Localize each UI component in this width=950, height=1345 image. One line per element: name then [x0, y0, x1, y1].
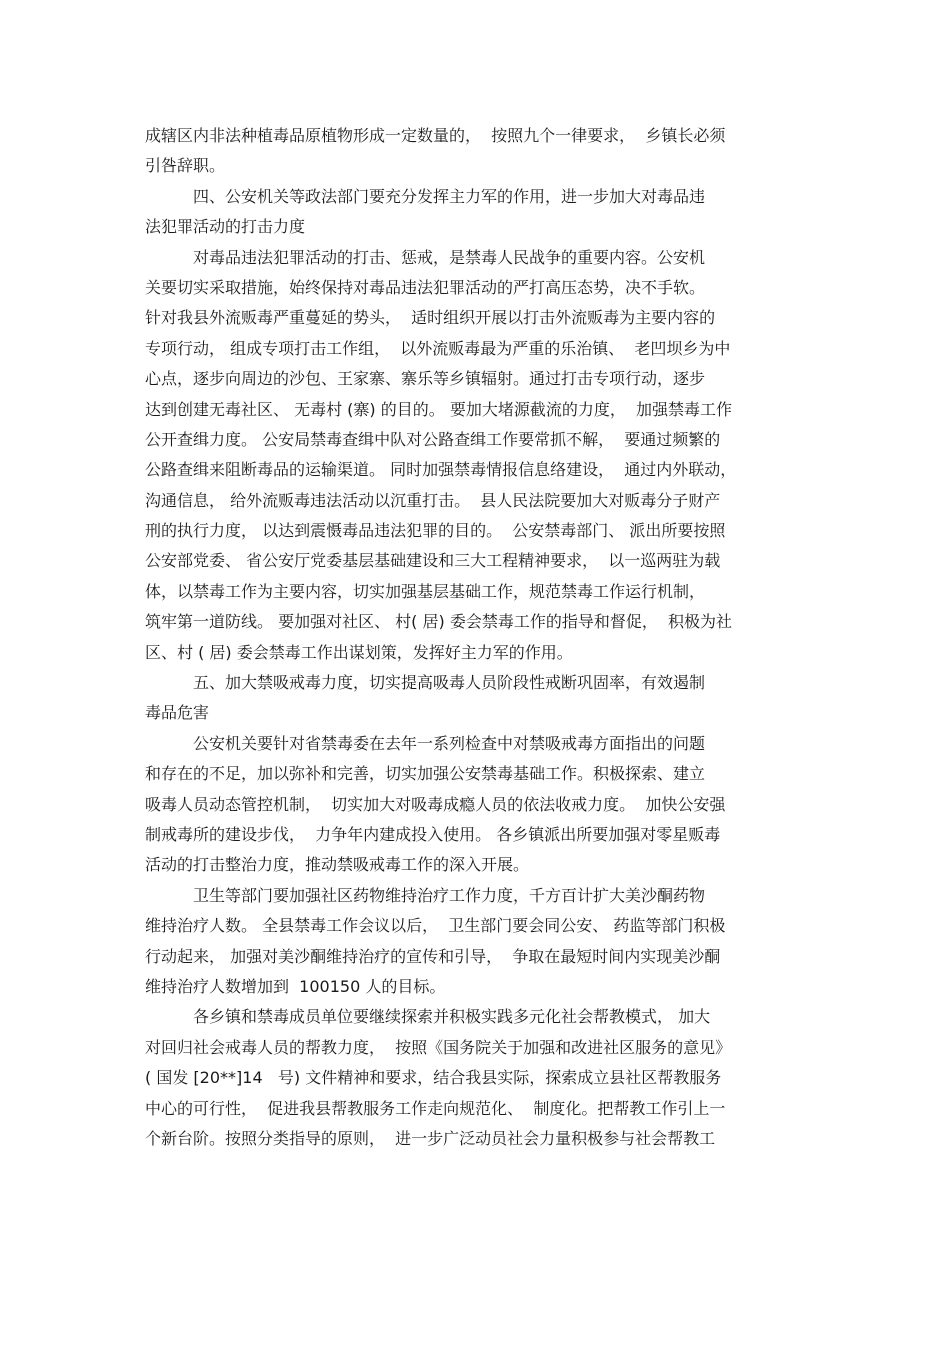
text-line: 活动的打击整治力度，推动禁吸戒毒工作的深入开展。	[145, 855, 530, 875]
text-line: 和存在的不足，加以弥补和完善，切实加强公安禁毒基础工作。积极探索、建立	[145, 764, 706, 784]
text-line: 卫生等部门要加强社区药物维持治疗工作力度，千方百计扩大美沙酮药物	[193, 885, 706, 905]
text-line: 毒品危害	[145, 703, 210, 723]
text-line: 维持治疗人数。 全县禁毒工作会议以后， 卫生部门要会同公安、 药监等部门积极	[145, 916, 726, 936]
text-line: 四、公安机关等政法部门要充分发挥主力军的作用，进一步加大对毒品违	[193, 186, 706, 206]
text-line: 专项行动， 组成专项打击工作组， 以外流贩毒最为严重的乐治镇、 老凹坝乡为中	[145, 338, 731, 358]
text-line: 公安部党委、 省公安厅党委基层基础建设和三大工程精神要求， 以一巡两驻为载	[145, 551, 721, 571]
text-line: 区、村 ( 居) 委会禁毒工作出谋划策，发挥好主力军的作用。	[145, 642, 573, 662]
text-line: 关要切实采取措施，始终保持对毒品违法犯罪活动的严打高压态势，决不手软。	[145, 277, 706, 297]
text-line: 心点，逐步向周边的沙包、王家寨、寨乐等乡镇辐射。通过打击专项行动，逐步	[145, 369, 706, 389]
text-line: 体，以禁毒工作为主要内容，切实加强基层基础工作，规范禁毒工作运行机制，	[145, 581, 706, 601]
text-line: 对回归社会戒毒人员的帮教力度， 按照《国务院关于加强和改进社区服务的意见》	[145, 1037, 732, 1057]
text-line: 中心的可行性， 促进我县帮教服务工作走向规范化、 制度化。把帮教工作引上一	[145, 1098, 726, 1118]
text-line: 公开查缉力度。 公安局禁毒查缉中队对公路查缉工作要常抓不解， 要通过频繁的	[145, 429, 721, 449]
text-line: 吸毒人员动态管控机制， 切实加大对吸毒成瘾人员的依法收戒力度。 加快公安强	[145, 794, 726, 814]
text-line: 法犯罪活动的打击力度	[145, 217, 306, 237]
text-line: 行动起来， 加强对美沙酮维持治疗的宣传和引导， 争取在最短时间内实现美沙酮	[145, 946, 721, 966]
text-line: 对毒品违法犯罪活动的打击、惩戒，是禁毒人民战争的重要内容。公安机	[193, 247, 706, 267]
text-line: 维持治疗人数增加到 100150 人的目标。	[145, 976, 446, 996]
text-line: 针对我县外流贩毒严重蔓延的势头， 适时组织开展以打击外流贩毒为主要内容的	[145, 308, 716, 328]
text-line: 成辖区内非法种植毒品原植物形成一定数量的， 按照九个一律要求， 乡镇长必须	[145, 126, 726, 145]
text-line: 制戒毒所的建设步伐， 力争年内建成投入使用。 各乡镇派出所要加强对零星贩毒	[145, 824, 721, 844]
text-line: 沟通信息， 给外流贩毒违法活动以沉重打击。 县人民法院要加大对贩毒分子财产	[145, 490, 721, 510]
text-line: ( 国发 [20**]14 号) 文件精神和要求，结合我县实际，探索成立县社区帮教服务	[145, 1068, 722, 1088]
text-line: 各乡镇和禁毒成员单位要继续探索并积极实践多元化社会帮教模式， 加大	[193, 1007, 711, 1027]
text-line: 个新台阶。按照分类指导的原则， 进一步广泛动员社会力量积极参与社会帮教工	[145, 1128, 716, 1148]
text-line: 筑牢第一道防线。 要加强对社区、 村( 居) 委会禁毒工作的指导和督促， 积极为社	[145, 612, 733, 632]
document-body	[145, 121, 810, 1154]
text-line: 达到创建无毒社区、 无毒村 (寨) 的目的。 要加大堵源截流的力度， 加强禁毒工作	[145, 399, 733, 419]
text-line: 刑的执行力度， 以达到震慑毒品违法犯罪的目的。 公安禁毒部门、 派出所要按照	[145, 521, 726, 541]
text-line: 公安机关要针对省禁毒委在去年一系列检查中对禁吸戒毒方面指出的问题	[193, 733, 706, 753]
text-line: 公路查缉来阻断毒品的运输渠道。 同时加强禁毒情报信息络建设， 通过内外联动，	[145, 460, 737, 480]
text-line: 引咎辞职。	[145, 156, 226, 176]
text-line: 五、加大禁吸戒毒力度，切实提高吸毒人员阶段性戒断巩固率，有效遏制	[193, 673, 706, 693]
